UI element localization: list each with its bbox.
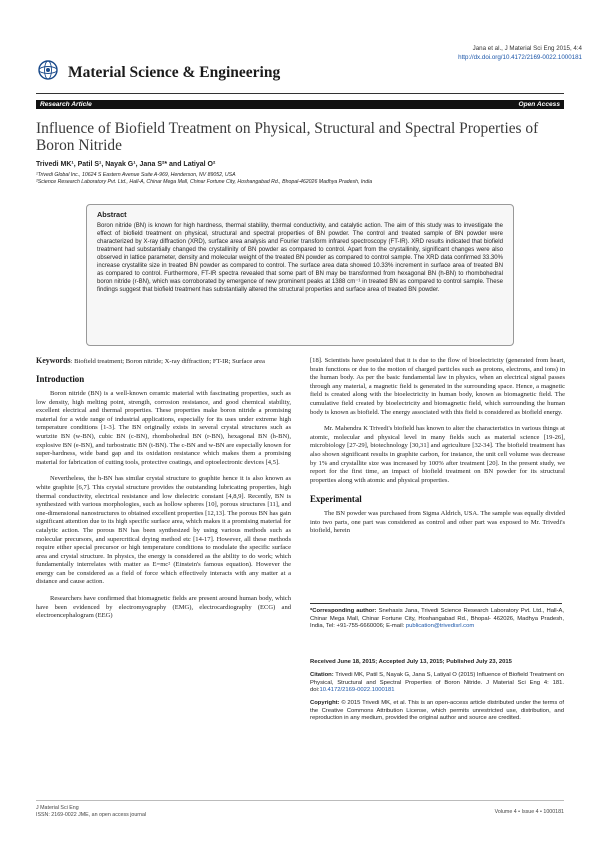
keywords [36, 357, 291, 366]
footer-issn: ISSN: 2169-0022 JME, an open access journal [36, 812, 147, 819]
abstract-heading: Abstract [97, 210, 127, 219]
author-email-link[interactable]: publication@trivedisrl.com [405, 623, 475, 630]
introduction-paragraph-1: Boron nitride (BN) is a well-known ceramic material with fascinating properties, such as low density, high melting point, strength, corrosion resistance, and good chemical stability, excellent electrical and thermal properties. These properties make boron nitride a promising material for a wide range of industrial applications, especially for its uses under extreme high temperature conditions [1-3]. The BN originally exists in several crystal structures such as wurtzite BN (w-BN), cubic BN (c-BN), rhombohedral BN (r-BN), hexagonal BN (h-BN), explosive BN (e-BN), and turbostratic BN (t-BN). The c-BN and w-BN are especially known for super-hardness, wide band gap and its oxidation resistance which makes them a promising material for fabrication of cutting tools, protective coatings, and optoelectronic devices [4,5]. [36, 390, 291, 466]
footer-journal-info [36, 805, 146, 820]
author-list: Trivedi MK¹, Patil S¹, Nayak G¹, Jana S²* and Latiyal O² [36, 161, 216, 168]
article-type: Research Article [40, 100, 92, 108]
citation-line: Jana et al., J Material Sci Eng 2015, 4:4 [472, 45, 582, 52]
introduction-paragraph-4: [18]. Scientists have postulated that it is due to the flow of bioelectricity (generated from heart, brain functions or due to the motion of charged particles such as protons, electrons, and ions) in the human body. As per the basic fundamental law in physics, when an electrical signal passes through any material, a magnetic field is generated in the surrounding space. Hence, a magnetic field is created along with the bioelectricity in human body, known as biomagnetic field. The cumulative field created by bioelectricity and biomagnetic field, which surrounding the human body is known as biofield. The energy associated with this field is considered as biofield energy. [310, 357, 565, 416]
footer-journal: J Material Sci Eng [36, 805, 79, 811]
abstract-box [86, 204, 514, 346]
citation-doi-link[interactable]: 10.4172/2169-0022.1000181 [319, 687, 395, 694]
article-citation-header [458, 44, 582, 62]
experimental-paragraph-1: The BN powder was purchased from Sigma Aldrich, USA. The sample was equally divided into two parts, one part was considered as control and other part was exposed to Mr. Trivedi's biofield, herein [310, 509, 565, 535]
keywords-label: Keywords [36, 356, 71, 365]
corresponding-author-text: Snehasis Jana, Trivedi Science Research Laboratory Pvt. Ltd., Hall-A, Chinar Mega Mall, Chinar Fortune City, Hoshangabad Rd., Bhopal- 462026, Madhya Pradesh, India, Tel: +91-755-6660006; E-mail: [310, 608, 565, 630]
correspondence-divider [310, 603, 562, 604]
footer-volume: Volume 4 • Issue 4 • 1000181 [494, 809, 564, 815]
copyright-label: Copyright: [310, 700, 340, 706]
right-column [310, 357, 565, 536]
keywords-text: : Biofield treatment; Boron nitride; X-ray diffraction; FT-IR; Surface area [70, 358, 265, 365]
affiliation-2: ²Science Research Laboratory Pvt. Ltd., Hall-A, Chinar Mega Mall, Chinar Fortune City, Hoshangabad Rd., Bhopal-462026 Madhya Pradesh, India [36, 179, 373, 185]
introduction-paragraph-3: Researchers have confirmed that biomagnetic fields are present around human body, which have been evidenced by electromyography (EMG), electrocardiography (ECG) and electroencephalogram (EEG) [36, 595, 291, 620]
abstract-text: Boron nitride (BN) is known for high hardness, thermal stability, thermal conductivity, and catalytic action. The aim of this study was to investigate the effect of biofield treatment on physical, structural and spectral properties of BN powder. The control and treated sample of BN powder were characterized by X-ray diffraction (XRD), surface area analysis and Fourier transform infrared spectroscopy (FT-IR). XRD results indicated that biofield treatment had substantially changed the crystallinity of BN powder as compared to control. Apart from the crystallinity, significant changes were also observed in lattice parameter, density and molecular weight of the treated BN powder as compared to control sample. The XRD data confirmed 33.30% increase crystallite size in treated BN powder as compared to control. The surface area data showed 10.33% increment in surface area of treated BN as compared to control. Furthermore, FT-IR spectra revealed that some part of BN may be transformed from hexagonal BN (h-BN) to rhombohedral boron nitride (r-BN), which was corroborated by emergence of new prominent peaks at 1388 cm⁻¹ in treated BN as compared to control sample. These findings suggest that biofield treatment has substantially altered the structural properties and surface area of treated BN powder. [97, 223, 503, 294]
copyright-text: © 2015 Trivedi MK, et al. This is an open-access article distributed under the terms of the Creative Commons Attribution License, which permits unrestricted use, distribution, and reproduction in any medium, provided the original author and source are credited. [310, 700, 564, 722]
citation-block [310, 672, 564, 695]
introduction-heading: Introduction [36, 374, 85, 385]
journal-logo-icon [38, 60, 58, 80]
doi-link[interactable]: http://dx.doi.org/10.4172/2169-0022.1000181 [458, 54, 582, 61]
copyright-block [310, 700, 564, 723]
left-column [36, 357, 291, 621]
citation-text: Trivedi MK, Patil S, Nayak G, Jana S, Latiyal O (2015) Influence of Biofield Treatment on Physical, Structural and Spectral Properties of Boron Nitride. J Material Sci Eng 4: 181. doi: [310, 672, 564, 694]
introduction-paragraph-2: Nevertheless, the h-BN has similar crystal structure to graphite hence it is also known as white graphite [6,7]. This crystal structure provides the outstanding lubricating properties, high thermal conductivity, electrical resistance and low dielectric constant [4,8,9]. Recently, BN is synthesized with various morphologies, such as hollow spheres [10], porous structures [11], and one-dimensional nanostructures to obtained excellent properties [12,13]. The porous BN has gain significant attention due to its high specific surface area, which makes it a promising material for catalytic action. The porous BN has been synthesized by using various methods such as molecular precursors, and supercritical drying method etc [14-17]. However, all these methods require either special precursor or high temperature conditions to modulate the specific surface area and crystal structure. In physics, the energy is considered as the ability to do work; which fundamentally interrelates with matter as E=mc² (Einstein's famous equation). However the energy can be considered as a field of force which effectively interacts with any matter at a distance and cause action. [36, 475, 291, 586]
article-title: Influence of Biofield Treatment on Physical, Structural and Spectral Properties of Boron Nitride [36, 120, 539, 154]
access-type: Open Access [518, 100, 560, 108]
journal-name: Material Science & Engineering [68, 64, 281, 81]
affiliation-1: ¹Trivedi Global Inc., 10624 S Eastern Avenue Suite A-969, Henderson, NV 89052, USA [36, 172, 236, 178]
header-divider [36, 93, 564, 94]
experimental-heading: Experimental [310, 494, 362, 505]
article-dates: Received June 18, 2015; Accepted July 13, 2015; Published July 23, 2015 [310, 659, 512, 665]
article-type-bar [36, 100, 564, 109]
corresponding-author-label: *Corresponding author: [310, 608, 377, 614]
corresponding-author [310, 608, 564, 631]
footer-divider [36, 800, 564, 801]
introduction-paragraph-5: Mr. Mahendra K Trivedi's biofield has known to alter the characteristics in various things at atomic, molecular and physical level in many fields such as material science [19-26], microbiology [27-29], biotechnology [30,31] and agriculture [32-34]. The biofield treatment has also shown significant results in graphite carbon, for instance, the unit cell volume was decrease by 1% and crystallite size was increased by 100% after treatment [20]. In the present study, we report for the first time, an impact of biofield treatment on BN powder for its structural properties along with atomic and physical properties. [310, 425, 565, 484]
citation-label: Citation: [310, 672, 334, 678]
